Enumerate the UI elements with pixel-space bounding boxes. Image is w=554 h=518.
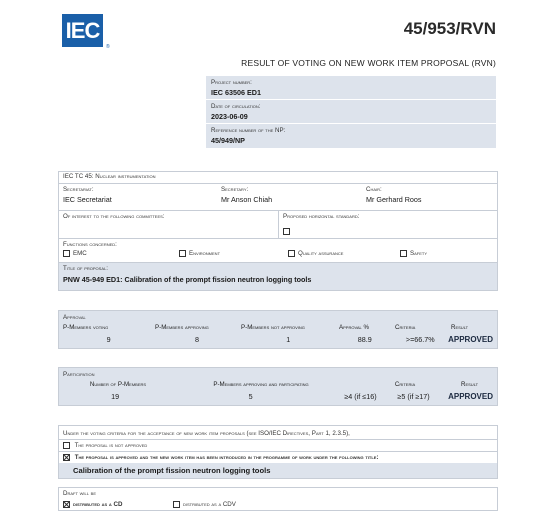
participation-criteria-2: ≥5 (if ≥17) <box>397 392 430 401</box>
functions-label: Functions concerned: <box>63 241 117 248</box>
committee-section <box>58 171 498 291</box>
not-approved-checkbox[interactable] <box>63 442 70 449</box>
participation-header-result: Result <box>461 381 479 388</box>
secretary-value: Mr Anson Chiah <box>221 195 273 204</box>
reference-number-value: 45/949/NP <box>211 136 245 145</box>
option-approved[interactable]: The proposal is approved and the new work item has been introduced in the programme of work under the following title: <box>59 451 497 463</box>
secretariat-label: Secretariat: <box>63 186 94 193</box>
participation-section <box>58 367 498 406</box>
function-emc[interactable]: EMC <box>63 250 179 257</box>
proposal-title-label: Title of proposal: <box>63 265 108 272</box>
draft-section <box>58 487 498 511</box>
people-row <box>59 183 497 210</box>
approval-value-voting: 9 <box>106 335 111 344</box>
criteria-intro: Under the voting criteria for the acceptance of new work item proposals (see ISO/IEC Directives, Part 1, 2.3.5), <box>63 430 350 437</box>
participation-header-criteria: Criteria <box>394 381 416 388</box>
option-cd[interactable]: distributed as a CD <box>63 501 173 508</box>
function-safety[interactable]: Safety <box>400 250 427 257</box>
circulation-date-value: 2023-06-09 <box>211 112 248 121</box>
circulation-date-label: Date of circulation: <box>211 103 261 110</box>
approved-title: Calibration of the prompt fission neutron logging tools <box>59 463 497 478</box>
horizontal-standard-checkbox[interactable] <box>283 228 290 235</box>
approval-header-not-approving: P-Members not approving <box>241 324 305 331</box>
reference-number-label: Reference number of the NP: <box>211 127 286 134</box>
secretariat-cell <box>59 184 217 210</box>
function-quality-checkbox[interactable] <box>288 250 295 257</box>
approval-header-voting: P-Members voting <box>63 324 109 331</box>
participation-value-approving: 5 <box>248 392 253 401</box>
project-number-label: Project number: <box>211 79 252 86</box>
horizontal-standard-label: Proposed horizontal standard: <box>283 213 360 220</box>
reference-number-cell <box>206 124 496 148</box>
registered-mark: ® <box>106 44 110 50</box>
approval-result: APPROVED <box>448 335 493 344</box>
approval-header-percent: Approval % <box>339 324 369 331</box>
participation-headers <box>59 380 497 388</box>
proposal-title-value: PNW 45-949 ED1: Calibration of the prompt fission neutron logging tools <box>63 275 312 284</box>
approval-header-criteria: Criteria <box>395 324 416 331</box>
committee-row <box>59 172 497 183</box>
secretary-label: Secretary: <box>221 186 249 193</box>
chair-label: Chair: <box>366 186 382 193</box>
document-number: 45/953/RVN <box>403 19 496 38</box>
tc-number: IEC TC 45: <box>63 173 94 180</box>
function-safety-checkbox[interactable] <box>400 250 407 257</box>
option-cdv[interactable]: distributed as a CDV <box>173 501 236 508</box>
approval-value-approving: 8 <box>194 335 199 344</box>
cdv-checkbox[interactable] <box>173 501 180 508</box>
cd-checkbox[interactable] <box>63 501 70 508</box>
interest-row <box>59 210 497 238</box>
functions-list <box>63 250 493 257</box>
function-environment-checkbox[interactable] <box>179 250 186 257</box>
function-quality-assurance[interactable]: Quality assurance <box>288 250 400 257</box>
participation-header-number: Number of P-Members <box>89 381 147 388</box>
document-title: RESULT OF VOTING ON NEW WORK ITEM PROPOSAL (RVN) <box>241 58 496 68</box>
function-environment[interactable]: Environment <box>179 250 288 257</box>
project-number-cell <box>206 76 496 100</box>
participation-label: Participation <box>63 371 95 378</box>
participation-values <box>59 388 497 405</box>
function-emc-checkbox[interactable] <box>63 250 70 257</box>
chair-cell <box>362 184 426 210</box>
approval-header-result: Result <box>451 324 469 331</box>
iec-logo-mark: IEC <box>62 14 103 47</box>
horizontal-standard-cell <box>279 211 363 238</box>
option-not-approved[interactable]: The proposal is not approved <box>59 439 497 451</box>
participation-criteria-1: ≥4 (if ≤16) <box>344 392 377 401</box>
interest-cell <box>59 211 279 238</box>
approval-header-approving: P-Members approving <box>155 324 209 331</box>
approval-section <box>58 310 498 349</box>
approval-values <box>59 331 497 348</box>
participation-header-approving: P-Members approving and participating <box>213 381 309 388</box>
approval-headers <box>59 323 497 331</box>
proposal-title-row <box>59 262 497 290</box>
secretary-cell <box>217 184 362 210</box>
chair-value: Mr Gerhard Roos <box>366 195 422 204</box>
approval-label: Approval <box>63 314 86 321</box>
circulation-date-cell <box>206 100 496 124</box>
project-info-block <box>206 76 496 148</box>
interest-label: Of interest to the following committees: <box>63 213 165 220</box>
iec-logo <box>62 14 110 50</box>
draft-label: Draft will be <box>63 490 97 497</box>
participation-result: APPROVED <box>448 392 493 401</box>
approval-value-not-approving: 1 <box>286 335 291 344</box>
approved-checkbox[interactable] <box>63 454 70 461</box>
project-number-value: IEC 63506 ED1 <box>211 88 261 97</box>
approval-value-criteria: >=66.7% <box>405 335 435 344</box>
voting-criteria-section <box>58 425 498 479</box>
functions-row <box>59 238 497 262</box>
approval-value-percent: 88.9 <box>357 335 372 344</box>
tc-name: Nuclear instrumentation <box>95 173 156 180</box>
secretariat-value: IEC Secretariat <box>63 195 112 204</box>
participation-value-number: 19 <box>111 392 120 401</box>
